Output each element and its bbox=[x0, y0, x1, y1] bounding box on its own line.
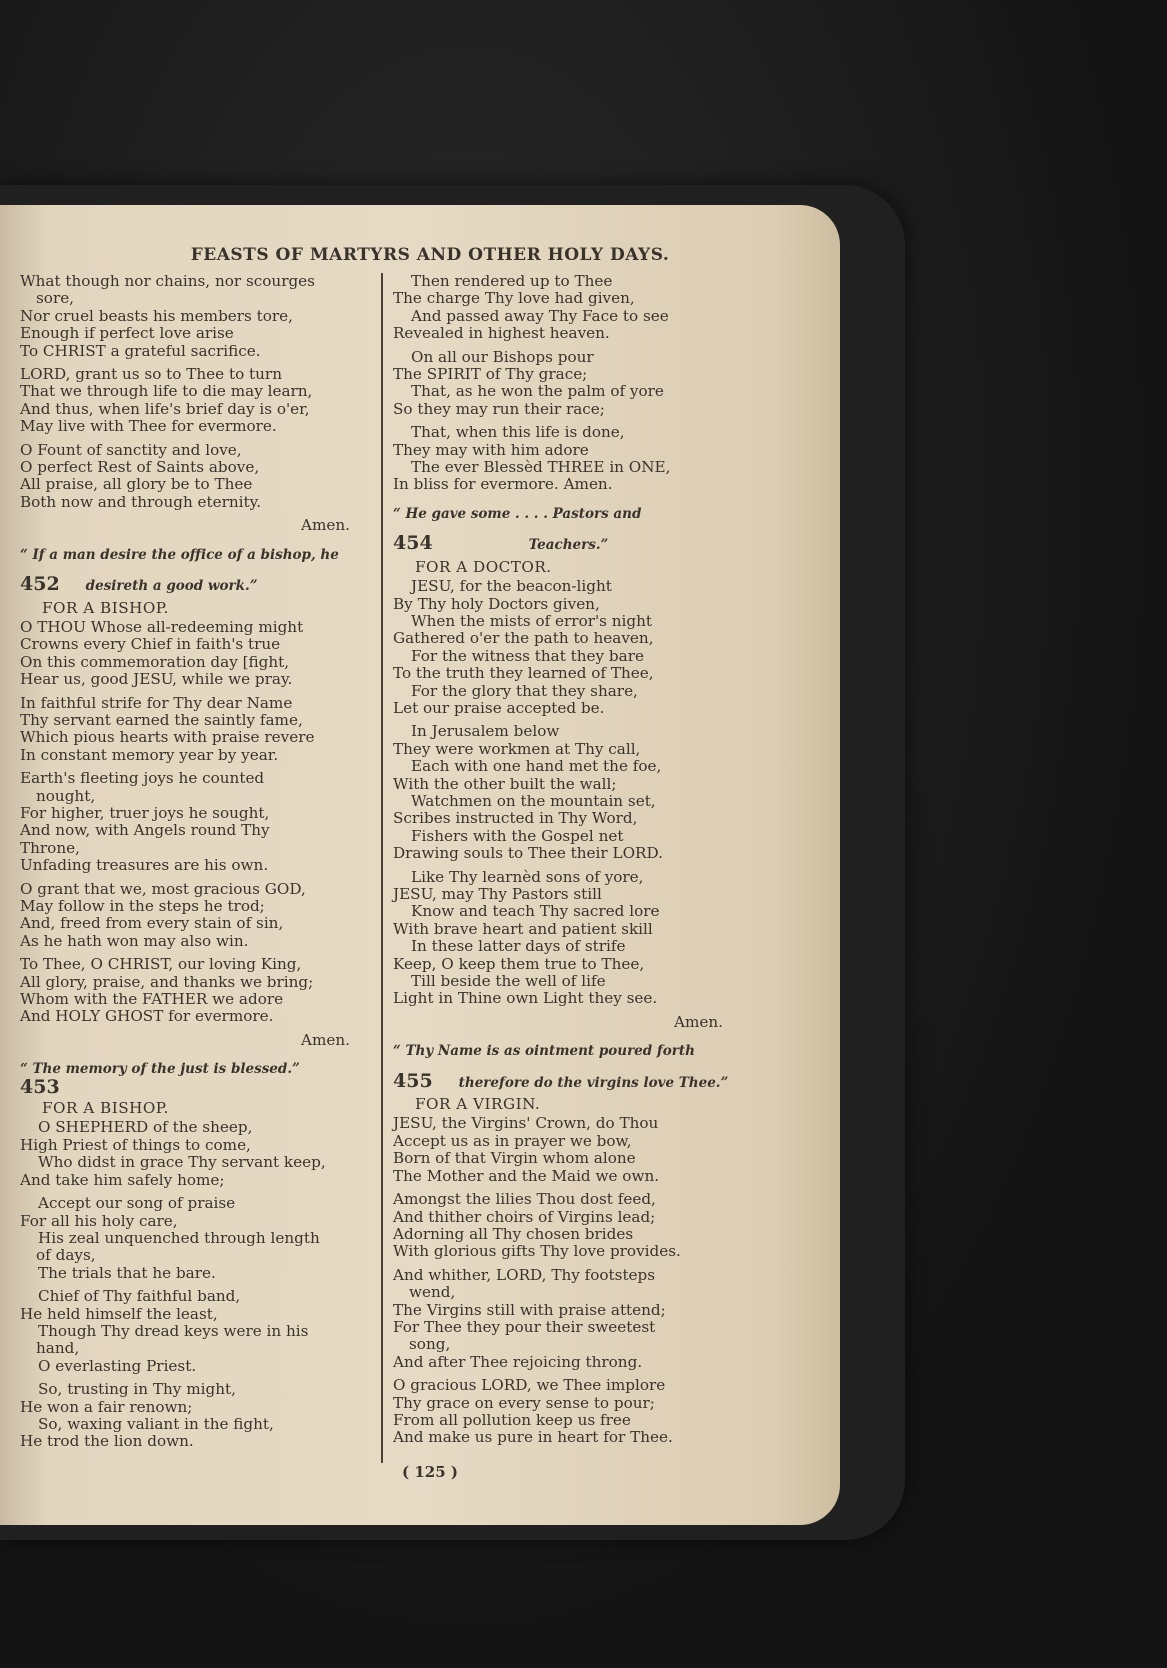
hymn-451-cont bbox=[20, 273, 372, 511]
stanza bbox=[20, 1195, 372, 1282]
verse-line: As he hath won may also win. bbox=[20, 931, 249, 950]
hymn-453-text bbox=[20, 1119, 372, 1450]
verse-line: With the other built the wall; bbox=[393, 774, 617, 793]
verse-line: On this commemoration day [fight, bbox=[20, 652, 290, 671]
hymn-452-citation-cont: desireth a good work.” bbox=[85, 578, 258, 595]
verse-line: JESU, the Virgins' Crown, do Thou bbox=[393, 1114, 659, 1133]
verse-line: O everlasting Priest. bbox=[38, 1356, 197, 1375]
verse-line: All glory, praise, and thanks we bring; bbox=[20, 972, 314, 991]
amen-label: Amen. bbox=[674, 1012, 723, 1031]
column-divider bbox=[381, 273, 383, 1463]
hymn-453-number-row bbox=[20, 1075, 372, 1098]
page-number: ( 125 ) bbox=[402, 1463, 458, 1481]
verse-line: To Thee, O CHRIST, our loving King, bbox=[20, 955, 302, 974]
hymn-455-text bbox=[393, 1115, 745, 1446]
verse-line: The ever Blessèd THREE in ONE, bbox=[411, 458, 671, 477]
verse-line: Know and teach Thy sacred lore bbox=[411, 902, 660, 921]
verse-line: For Thee they pour their sweetest bbox=[393, 1317, 656, 1336]
verse-line: Whom with the FATHER we adore bbox=[20, 990, 284, 1009]
verse-line: Keep, O keep them true to Thee, bbox=[393, 954, 645, 973]
verse-line: O SHEPHERD of the sheep, bbox=[38, 1118, 253, 1137]
verse-line: song, bbox=[409, 1335, 451, 1354]
verse-line: In faithful strife for Thy dear Name bbox=[20, 693, 293, 712]
verse-line: For the witness that they bare bbox=[411, 646, 644, 665]
verse-line: sore, bbox=[36, 289, 75, 308]
verse-line: To CHRIST a grateful sacrifice. bbox=[20, 341, 261, 360]
verse-line: From all pollution keep us free bbox=[393, 1410, 631, 1429]
verse-line: Revealed in highest heaven. bbox=[393, 324, 610, 343]
stanza bbox=[393, 1377, 745, 1447]
stanza bbox=[20, 366, 372, 436]
verse-line: And now, with Angels round Thy bbox=[20, 821, 270, 840]
stanza bbox=[20, 1119, 372, 1189]
verse-line: Throne, bbox=[20, 838, 80, 857]
verse-line: O gracious LORD, we Thee implore bbox=[393, 1376, 666, 1395]
stanza bbox=[393, 723, 745, 862]
stanza bbox=[20, 442, 372, 512]
hymn-454-citation: “ He gave some . . . . Pastors and bbox=[393, 505, 642, 522]
verse-line: Which pious hearts with praise revere bbox=[20, 728, 315, 747]
verse-line: nought, bbox=[36, 786, 96, 805]
verse-line: That we through life to die may learn, bbox=[20, 382, 313, 401]
verse-line: Fishers with the Gospel net bbox=[411, 826, 624, 845]
verse-line: He trod the lion down. bbox=[20, 1432, 194, 1451]
verse-line: With brave heart and patient skill bbox=[393, 919, 653, 938]
verse-line: That, when this life is done, bbox=[411, 423, 625, 442]
hymn-455-number-row bbox=[393, 1069, 745, 1092]
hymn-452-number-row bbox=[20, 573, 372, 596]
verse-line: What though nor chains, nor scourges bbox=[20, 272, 315, 290]
verse-line: wend, bbox=[409, 1283, 456, 1302]
verse-line: In bliss for evermore. Amen. bbox=[393, 475, 613, 494]
verse-line: O perfect Rest of Saints above, bbox=[20, 458, 260, 477]
verse-line: Like Thy learnèd sons of yore, bbox=[411, 867, 644, 886]
verse-line: That, as he won the palm of yore bbox=[411, 382, 664, 401]
verse-line: Gathered o'er the path to heaven, bbox=[393, 629, 654, 648]
verse-line: In these latter days of strife bbox=[411, 937, 626, 956]
stanza bbox=[393, 1115, 745, 1185]
verse-line: Each with one hand met the foe, bbox=[411, 757, 662, 776]
verse-line: Nor cruel beasts his members tore, bbox=[20, 306, 293, 325]
right-column bbox=[393, 273, 745, 1453]
verse-line: Scribes instructed in Thy Word, bbox=[393, 809, 638, 828]
hymn-454-text bbox=[393, 578, 745, 1008]
verse-line: So, waxing valiant in the fight, bbox=[38, 1414, 274, 1433]
verse-line: Enough if perfect love arise bbox=[20, 324, 234, 343]
verse-line: And after Thee rejoicing throng. bbox=[393, 1352, 643, 1371]
verse-line: Till beside the well of life bbox=[411, 972, 606, 991]
amen-label: Amen. bbox=[301, 516, 350, 535]
verse-line: May live with Thee for evermore. bbox=[20, 417, 277, 436]
hymn-number: 453 bbox=[20, 1075, 60, 1098]
hymn-454-citation-cont: Teachers.” bbox=[528, 537, 609, 554]
verse-line: For the glory that they share, bbox=[411, 681, 638, 700]
verse-line: So they may run their race; bbox=[393, 399, 605, 418]
verse-line: In Jerusalem below bbox=[411, 722, 560, 741]
stanza bbox=[20, 881, 372, 951]
verse-line: And thus, when life's brief day is o'er, bbox=[20, 399, 310, 418]
hymn-453-citation: “ The memory of the just is blessed.” bbox=[20, 1061, 300, 1078]
verse-line: Chief of Thy faithful band, bbox=[38, 1287, 241, 1306]
verse-line: Crowns every Chief in faith's true bbox=[20, 635, 281, 654]
stanza bbox=[393, 273, 745, 343]
hymn-452-text bbox=[20, 619, 372, 1026]
verse-line: He won a fair renown; bbox=[20, 1397, 193, 1416]
verse-line: JESU, for the beacon-light bbox=[411, 577, 612, 596]
verse-line: Accept our song of praise bbox=[38, 1194, 236, 1213]
hymn-452-occasion: FOR A BISHOP. bbox=[42, 598, 169, 617]
verse-line: They were workmen at Thy call, bbox=[393, 739, 641, 758]
verse-line: His zeal unquenched through length bbox=[38, 1228, 320, 1247]
hymn-number: 454 bbox=[393, 532, 433, 555]
verse-line: High Priest of things to come, bbox=[20, 1135, 251, 1154]
verse-line: Who didst in grace Thy servant keep, bbox=[38, 1153, 326, 1172]
verse-line: Light in Thine own Light they see. bbox=[393, 989, 658, 1008]
verse-line: Earth's fleeting joys he counted bbox=[20, 769, 265, 788]
hymn-455-occasion: FOR A VIRGIN. bbox=[415, 1095, 541, 1114]
amen-label: Amen. bbox=[301, 1030, 350, 1049]
verse-line: hand, bbox=[36, 1339, 80, 1358]
verse-line: The charge Thy love had given, bbox=[393, 289, 635, 308]
verse-line: Though Thy dread keys were in his bbox=[38, 1321, 309, 1340]
hymn-455-citation: “ Thy Name is as ointment poured forth bbox=[393, 1043, 695, 1060]
verse-line: And take him safely home; bbox=[20, 1170, 225, 1189]
verse-line: Let our praise accepted be. bbox=[393, 698, 605, 717]
stanza bbox=[393, 349, 745, 419]
stanza bbox=[393, 1267, 745, 1371]
verse-line: All praise, all glory be to Thee bbox=[20, 475, 253, 494]
verse-line: By Thy holy Doctors given, bbox=[393, 594, 600, 613]
verse-line: O Fount of sanctity and love, bbox=[20, 440, 242, 459]
verse-line: Unfading treasures are his own. bbox=[20, 856, 269, 875]
hymn-452-citation: “ If a man desire the office of a bishop, he bbox=[20, 546, 339, 563]
verse-line: Hear us, good JESU, while we pray. bbox=[20, 670, 293, 689]
verse-line: JESU, may Thy Pastors still bbox=[393, 885, 602, 903]
verse-line: O grant that we, most gracious GOD, bbox=[20, 879, 306, 898]
verse-line: In constant memory year by year. bbox=[20, 745, 279, 764]
verse-line: With glorious gifts Thy love provides. bbox=[393, 1242, 681, 1261]
verse-line: The Mother and the Maid we own. bbox=[393, 1166, 660, 1185]
stanza bbox=[393, 578, 745, 717]
stanza bbox=[20, 1288, 372, 1375]
hymn-454-number-row bbox=[393, 532, 745, 555]
verse-line: Watchmen on the mountain set, bbox=[411, 791, 656, 810]
hymn-number: 452 bbox=[20, 573, 60, 596]
verse-line: Thy servant earned the saintly fame, bbox=[20, 710, 303, 729]
verse-line: On all our Bishops pour bbox=[411, 347, 594, 366]
verse-line: And HOLY GHOST for evermore. bbox=[20, 1007, 274, 1026]
verse-line: The trials that he bare. bbox=[38, 1263, 216, 1282]
stanza bbox=[20, 695, 372, 765]
verse-line: Thy grace on every sense to pour; bbox=[393, 1393, 655, 1412]
hymn-452-cont bbox=[393, 273, 745, 494]
hymn-454-occasion: FOR A DOCTOR. bbox=[415, 557, 552, 576]
verse-line: To the truth they learned of Thee, bbox=[393, 664, 654, 683]
verse-line: They may with him adore bbox=[393, 440, 589, 459]
book-page bbox=[0, 205, 840, 1525]
stanza bbox=[393, 424, 745, 494]
verse-line: He held himself the least, bbox=[20, 1304, 218, 1323]
verse-line: Then rendered up to Thee bbox=[411, 272, 613, 290]
verse-line: May follow in the steps he trod; bbox=[20, 897, 265, 915]
verse-line: Both now and through eternity. bbox=[20, 492, 262, 511]
verse-line: And whither, LORD, Thy footsteps bbox=[393, 1265, 656, 1284]
page-header: FEASTS OF MARTYRS AND OTHER HOLY DAYS. bbox=[190, 245, 670, 265]
verse-line: LORD, grant us so to Thee to turn bbox=[20, 365, 282, 384]
hymn-453-occasion: FOR A BISHOP. bbox=[42, 1099, 169, 1118]
left-column bbox=[20, 273, 372, 1457]
stanza bbox=[20, 770, 372, 874]
verse-line: And make us pure in heart for Thee. bbox=[393, 1428, 673, 1447]
verse-line: Adorning all Thy chosen brides bbox=[393, 1224, 634, 1243]
hymn-455-citation-cont: therefore do the virgins love Thee.” bbox=[458, 1074, 729, 1091]
stanza bbox=[20, 1381, 372, 1451]
stanza bbox=[20, 619, 372, 689]
verse-line: The SPIRIT of Thy grace; bbox=[393, 365, 588, 384]
verse-line: Accept us as in prayer we bow, bbox=[393, 1131, 632, 1150]
stanza bbox=[393, 869, 745, 1008]
verse-line: And, freed from every stain of sin, bbox=[20, 914, 284, 933]
verse-line: The Virgins still with praise attend; bbox=[393, 1300, 666, 1319]
stanza bbox=[20, 273, 372, 360]
hymn-number: 455 bbox=[393, 1069, 433, 1092]
verse-line: And thither choirs of Virgins lead; bbox=[393, 1207, 656, 1226]
verse-line: O THOU Whose all-redeeming might bbox=[20, 617, 304, 636]
verse-line: For higher, truer joys he sought, bbox=[20, 803, 270, 822]
stanza bbox=[393, 1191, 745, 1261]
verse-line: Born of that Virgin whom alone bbox=[393, 1149, 636, 1168]
verse-line: For all his holy care, bbox=[20, 1211, 178, 1230]
verse-line: When the mists of error's night bbox=[411, 611, 653, 630]
verse-line: And passed away Thy Face to see bbox=[411, 306, 669, 325]
verse-line: Drawing souls to Thee their LORD. bbox=[393, 844, 663, 863]
stanza bbox=[20, 956, 372, 1026]
verse-line: Amongst the lilies Thou dost feed, bbox=[393, 1190, 656, 1209]
verse-line: of days, bbox=[36, 1246, 96, 1265]
verse-line: So, trusting in Thy might, bbox=[38, 1380, 236, 1399]
